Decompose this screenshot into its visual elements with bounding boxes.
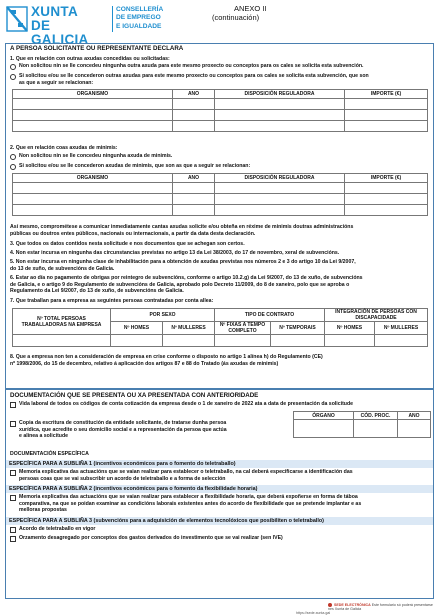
cell-input[interactable] <box>215 99 345 110</box>
sub3-acordo-checkbox[interactable] <box>10 527 16 533</box>
brand-line-1: XUNTA <box>31 4 78 19</box>
col-contract-type: TIPO DE CONTRATO <box>215 309 325 322</box>
cell-input[interactable] <box>173 121 215 132</box>
xunta-logo-icon <box>6 6 28 32</box>
dept-line-1: CONSELLERÍA <box>116 6 164 13</box>
sub3-orzamento-label: Orzamento desagregado por conceptos dos gastos derivados do investimento que se vai realizar (sen IVE) <box>19 535 283 541</box>
col-disposicion: DISPOSICIÓN REGULADORA <box>215 90 345 99</box>
documentation-section <box>5 389 434 599</box>
sede-label: SEDE ELECTRÓNICA <box>334 603 371 607</box>
col-women: Nº MULLERES <box>163 322 215 335</box>
declaration-4: 4. Non estar incursa en ningunha das circunstancias previstas no artigo 13 da Lei 38/2003, do 17 de novembro, xeral de subvencións. <box>10 250 340 256</box>
sede-url[interactable]: https://sede.xunta.gal <box>296 611 331 615</box>
cell-input[interactable] <box>354 420 398 438</box>
col-disability: INTEGRACIÓN DE PERSOAS CON DISCAPACIDADE <box>325 309 428 322</box>
cell-input[interactable] <box>325 335 375 347</box>
cell-input[interactable] <box>215 194 345 205</box>
cell-input[interactable] <box>13 183 173 194</box>
declaration-section <box>5 43 434 389</box>
doc-vida-laboral-label: Vida laboral de todos os códigos de conta cotización da empresa desde o 1 de xaneiro de 2022 ata a data de presentación da solicitude <box>19 401 354 407</box>
declaration-5: 5. Non estar incursa en ningunha clase de inhabilitación para a obtención de axudas previstas nos números 2 e 3 do artigo 10 da Lei 9/2007, do 13 de xuño, de subvencións de Galicia. <box>10 259 356 272</box>
q2-option-none-label: Non solicitou nin se lle concedeu ningunha axuda de minimis. <box>19 153 173 159</box>
cell-input[interactable] <box>345 194 428 205</box>
cell-input[interactable] <box>294 420 354 438</box>
col-organismo: ORGANISMO <box>13 90 173 99</box>
sub2-memoria-checkbox[interactable] <box>10 495 16 501</box>
cell-input[interactable] <box>215 205 345 216</box>
cell-input[interactable] <box>13 121 173 132</box>
cell-input[interactable] <box>13 110 173 121</box>
cell-input[interactable] <box>345 205 428 216</box>
declaration-8: 8. Que a empresa non ten a consideración de empresa en crise conforme o disposto no artigo 1 alínea h) do Regulamento (CE) nº 1998/2006, do 15 de decembro, relativo á aplicación dos artigos 87 e 88 do Tratado (ás axudas de minimis) <box>10 354 323 367</box>
cell-input[interactable] <box>173 183 215 194</box>
q2-option-yes-label: Si solicitou e/ou se lle concederon axudas de minimis, que son as que a seguir se relacionan: <box>19 163 251 169</box>
q2-text: 2. Que en relación coas axudas de minimis: <box>10 145 118 151</box>
subline-2-bar: ESPECÍFICA PARA A SUBLIÑA 2 (incentivos económicos para o fomento da flexibilidade horaria) <box>6 485 433 493</box>
cell-input[interactable] <box>398 420 431 438</box>
cell-input[interactable] <box>13 335 111 347</box>
cell-input[interactable] <box>173 110 215 121</box>
q1-option-yes-label: Si solicitou e/ou se lle concederon outras axudas para este mesmo proxecto ou conceptos para os cales se solicita esta subvención, que son as que a seguir se relacionan: <box>19 73 369 86</box>
col-year: ANO <box>398 412 431 420</box>
q1-option-none-label: Non solicitou nin se lle concedeu ningunha outra axuda para este mesmo proxecto ou conceptos para os cales se solicita esta subvención. <box>19 63 364 69</box>
other-aids-table <box>12 89 428 132</box>
minimis-aids-table <box>12 173 428 216</box>
annex-title: ANEXO II <box>234 4 267 13</box>
cell-input[interactable] <box>13 99 173 110</box>
sub3-orzamento-checkbox[interactable] <box>10 536 16 542</box>
cell-input[interactable] <box>271 335 325 347</box>
page-header <box>4 2 435 47</box>
col-organismo: ORGANISMO <box>13 174 173 183</box>
col-organ: ÓRGANO <box>294 412 354 420</box>
cell-input[interactable] <box>215 183 345 194</box>
col-by-sex: POR SEXO <box>111 309 215 322</box>
brand-name <box>31 4 109 47</box>
annex-label <box>212 4 302 22</box>
q1-option-yes-radio[interactable] <box>10 74 16 80</box>
logo-separator <box>112 6 113 32</box>
subline-3-bar: ESPECÍFICA PARA A SUBLIÑA 3 (subvencións para a adquisición de elementos tecnolóxicos que posibiliten o teletraballo) <box>6 517 433 525</box>
annex-subtitle: (continuación) <box>212 13 260 22</box>
sede-electronica-footer <box>328 603 436 612</box>
doc-escritura-checkbox[interactable] <box>10 421 16 427</box>
cell-input[interactable] <box>375 335 428 347</box>
declaration-7: 7. Que traballan para a empresa as seguintes persoas contratadas por conta allea: <box>10 298 214 304</box>
doc-escritura-label: Copia da escritura de constitución da entidade solicitante, de tratarse dunha persoa xurídica, que acredite o seu domicilio social e a representación da persoa que actúa e alínea a solicitude <box>19 420 227 440</box>
col-men: Nº HOMES <box>111 322 163 335</box>
cell-input[interactable] <box>215 121 345 132</box>
dept-line-2: DE EMPREGO <box>116 14 161 22</box>
col-dis-women: Nº MULLERES <box>375 322 428 335</box>
cell-input[interactable] <box>173 99 215 110</box>
cell-input[interactable] <box>215 335 271 347</box>
q1-text: 1. Que en relación con outras axudas concedidas ou solicitadas: <box>10 56 170 62</box>
doc-vida-laboral-checkbox[interactable] <box>10 402 16 408</box>
declaration-6: 6. Estar ao día no pagamento de obrigas por reintegro de subvencións, conforme o artigo 10.2.g) da Lei 9/2007, do 13 de xuño, de subvencións de Galicia, e o artigo 9 do Regulamento de subvencións de Galicia, aprobado polo Decreto 11/2009, do 8 de xaneiro, polo que se aproba o Regulamento da Lei 9/2007, do 13 de xuño, de subvencións de Galicia. <box>10 275 363 295</box>
cell-input[interactable] <box>13 194 173 205</box>
sub3-acordo-label: Acordo de teletraballo en vigor <box>19 526 96 532</box>
cell-input[interactable] <box>111 335 163 347</box>
specific-docs-title: DOCUMENTACIÓN ESPECÍFICA <box>10 451 89 457</box>
cell-input[interactable] <box>345 183 428 194</box>
cell-input[interactable] <box>173 194 215 205</box>
subline-1-bar: ESPECÍFICA PARA A SUBLIÑA 1 (incentivos económicos para o fomento do teletraballo) <box>6 460 433 468</box>
cell-input[interactable] <box>345 121 428 132</box>
col-ano: ANO <box>173 90 215 99</box>
sede-text-2: Xunta de Galicia <box>334 607 362 612</box>
dept-line-3: E IGUALDADE <box>116 22 162 30</box>
col-total-staff: Nº TOTAL PERSOAS TRABALLADORAS NA EMPRESA <box>13 309 111 335</box>
department-name <box>116 6 196 31</box>
cell-input[interactable] <box>173 205 215 216</box>
q1-option-none-radio[interactable] <box>10 64 16 70</box>
cell-input[interactable] <box>163 335 215 347</box>
col-temporary: Nº TEMPORAIS <box>271 322 325 335</box>
documentation-title: DOCUMENTACIÓN QUE SE PRESENTA OU XA PRESENTADA CON ANTERIORIDADE <box>10 392 259 399</box>
brand-line-2: DE GALICIA <box>31 18 89 47</box>
declaration-3: 3. Que todos os datos contidos nesta solicitude e nos documentos que se achegan son certos. <box>10 241 245 247</box>
col-fixed: Nº FIXAS A TEMPO COMPLETO <box>215 322 271 335</box>
col-dis-men: Nº HOMES <box>325 322 375 335</box>
declaration-title: A PERSOA SOLICITANTE OU REPRESENTANTE DECLARA <box>10 45 184 52</box>
cell-input[interactable] <box>13 205 173 216</box>
cell-input[interactable] <box>345 99 428 110</box>
cell-input[interactable] <box>215 110 345 121</box>
q2-option-none-radio[interactable] <box>10 154 16 160</box>
col-code: CÓD. PROC. <box>354 412 398 420</box>
sub1-memoria-checkbox[interactable] <box>10 470 16 476</box>
sede-text-1: Este formulario só poderá presentarse nes <box>328 603 433 612</box>
sub1-memoria-label: Memoria explicativa das actuacións que se vaian realizar para establecer o teletraballo, na cal deberá especificarse a identificación das persoas coas que se vai subscribir un acordo de teletraballo e a forma de selección <box>19 469 353 482</box>
staff-table <box>12 308 428 347</box>
commitment-text: Así mesmo, comprométese a comunicar inmediatamente cantas axudas solicite e/ou obteña en réxime de minimis doutras administracións públicas ou doutros entes públicos, nacionais ou internacionais, a partir da data desta declaración. <box>10 224 354 237</box>
col-ano: ANO <box>173 174 215 183</box>
col-disposicion: DISPOSICIÓN REGULADORA <box>215 174 345 183</box>
col-importe: IMPORTE (€) <box>345 174 428 183</box>
sub2-memoria-label: Memoria explicativa das actuacións que se vaian realizar para establecer a flexibilidade horaria, que deberá expoñerse en forma de táboa comparativa, na que se poidan examinar as condicións laborais existentes antes do acordo de flexibilidade que se pretende implantar e as melloras propostas <box>19 494 362 514</box>
cell-input[interactable] <box>345 110 428 121</box>
q2-option-yes-radio[interactable] <box>10 164 16 170</box>
previous-docs-header <box>293 411 431 438</box>
col-importe: IMPORTE (€) <box>345 90 428 99</box>
